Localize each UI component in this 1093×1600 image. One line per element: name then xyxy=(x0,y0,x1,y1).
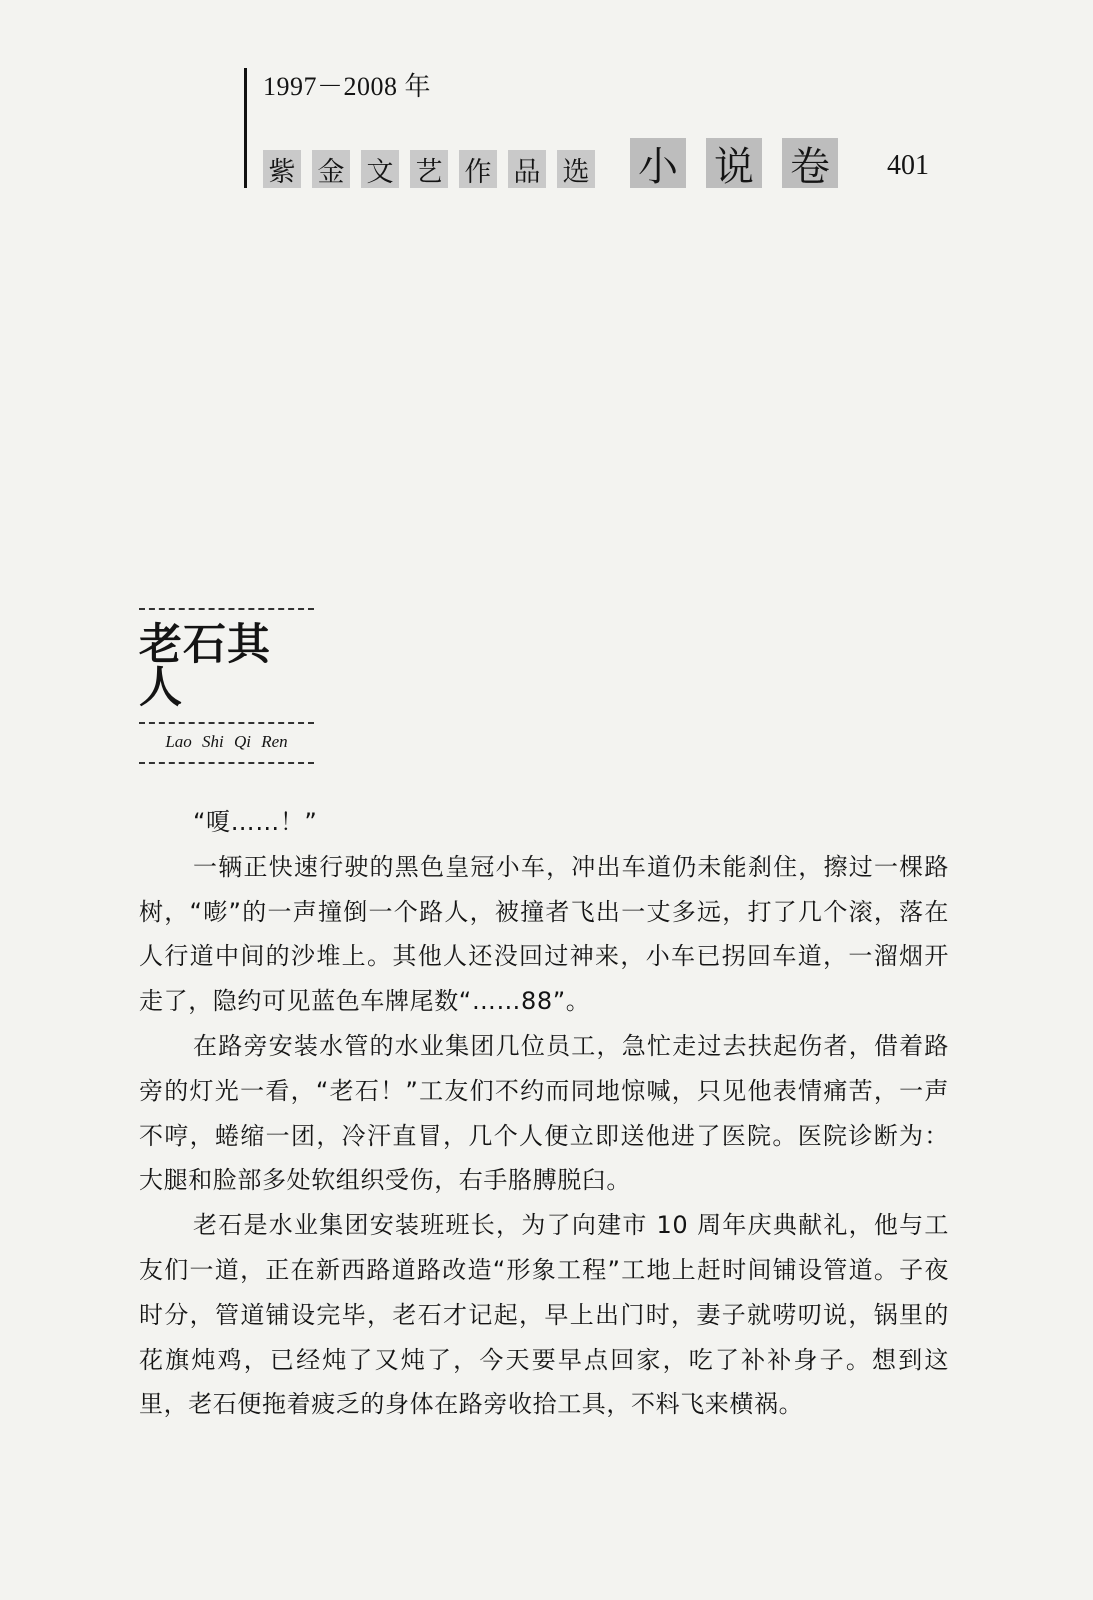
paragraph: 一辆正快速行驶的黑色皇冠小车，冲出车道仍未能刹住，擦过一棵路树，“嘭”的一声撞倒一个路人，被撞者飞出一丈多远，打了几个滚，落在人行道中间的沙堆上。其他人还没回过神来，小车已拐回车道，一溜烟开走了，隐约可见蓝色车牌尾数“……88”。 xyxy=(139,852,949,1016)
paragraph: 在路旁安装水管的水业集团几位员工，急忙走过去扶起伤者，借着路旁的灯光一看，“老石！”工友们不约而同地惊喊，只见他表情痛苦，一声不哼，蜷缩一团，冷汗直冒，几个人便立即送他进了医院。医院诊断为：大腿和脸部多处软组织受伤，右手胳膊脱臼。 xyxy=(139,1031,949,1195)
header-vertical-rule xyxy=(244,68,247,188)
story-title: 老石其人 xyxy=(139,620,271,713)
volume-char: 说 xyxy=(706,138,762,188)
paragraph: “嗄……！” xyxy=(193,808,318,836)
series-char: 文 xyxy=(361,150,399,188)
title-divider-bottom xyxy=(139,762,314,764)
page-number: 401 xyxy=(887,150,929,181)
volume-char: 卷 xyxy=(782,138,838,188)
series-volume-name xyxy=(630,138,858,188)
series-char: 作 xyxy=(459,150,497,188)
paragraph: 老石是水业集团安装班班长，为了向建市 10 周年庆典献礼，他与工友们一道，正在新西路道路改造“形象工程”工地上赶时间铺设管道。子夜时分，管道铺设完毕，老石才记起，早上出门时，妻子就唠叨说，锅里的花旗炖鸡，已经炖了又炖了，今天要早点回家，吃了补补身子。想到这里，老石便拖着疲乏的身体在路旁收拾工具，不料飞来横祸。 xyxy=(139,1211,949,1419)
title-divider-top xyxy=(139,608,314,610)
series-title xyxy=(263,138,858,188)
series-char: 品 xyxy=(508,150,546,188)
series-char: 艺 xyxy=(410,150,448,188)
story-body xyxy=(139,800,949,1427)
story-pinyin: Lao Shi Qi Ren xyxy=(165,732,288,751)
series-char: 紫 xyxy=(263,150,301,188)
story-title-block xyxy=(139,608,314,764)
series-char: 金 xyxy=(312,150,350,188)
volume-char: 小 xyxy=(630,138,686,188)
series-collection-name xyxy=(263,150,606,188)
series-char: 选 xyxy=(557,150,595,188)
header-years: 1997－2008 年 xyxy=(263,72,432,101)
title-divider-middle xyxy=(139,722,314,724)
